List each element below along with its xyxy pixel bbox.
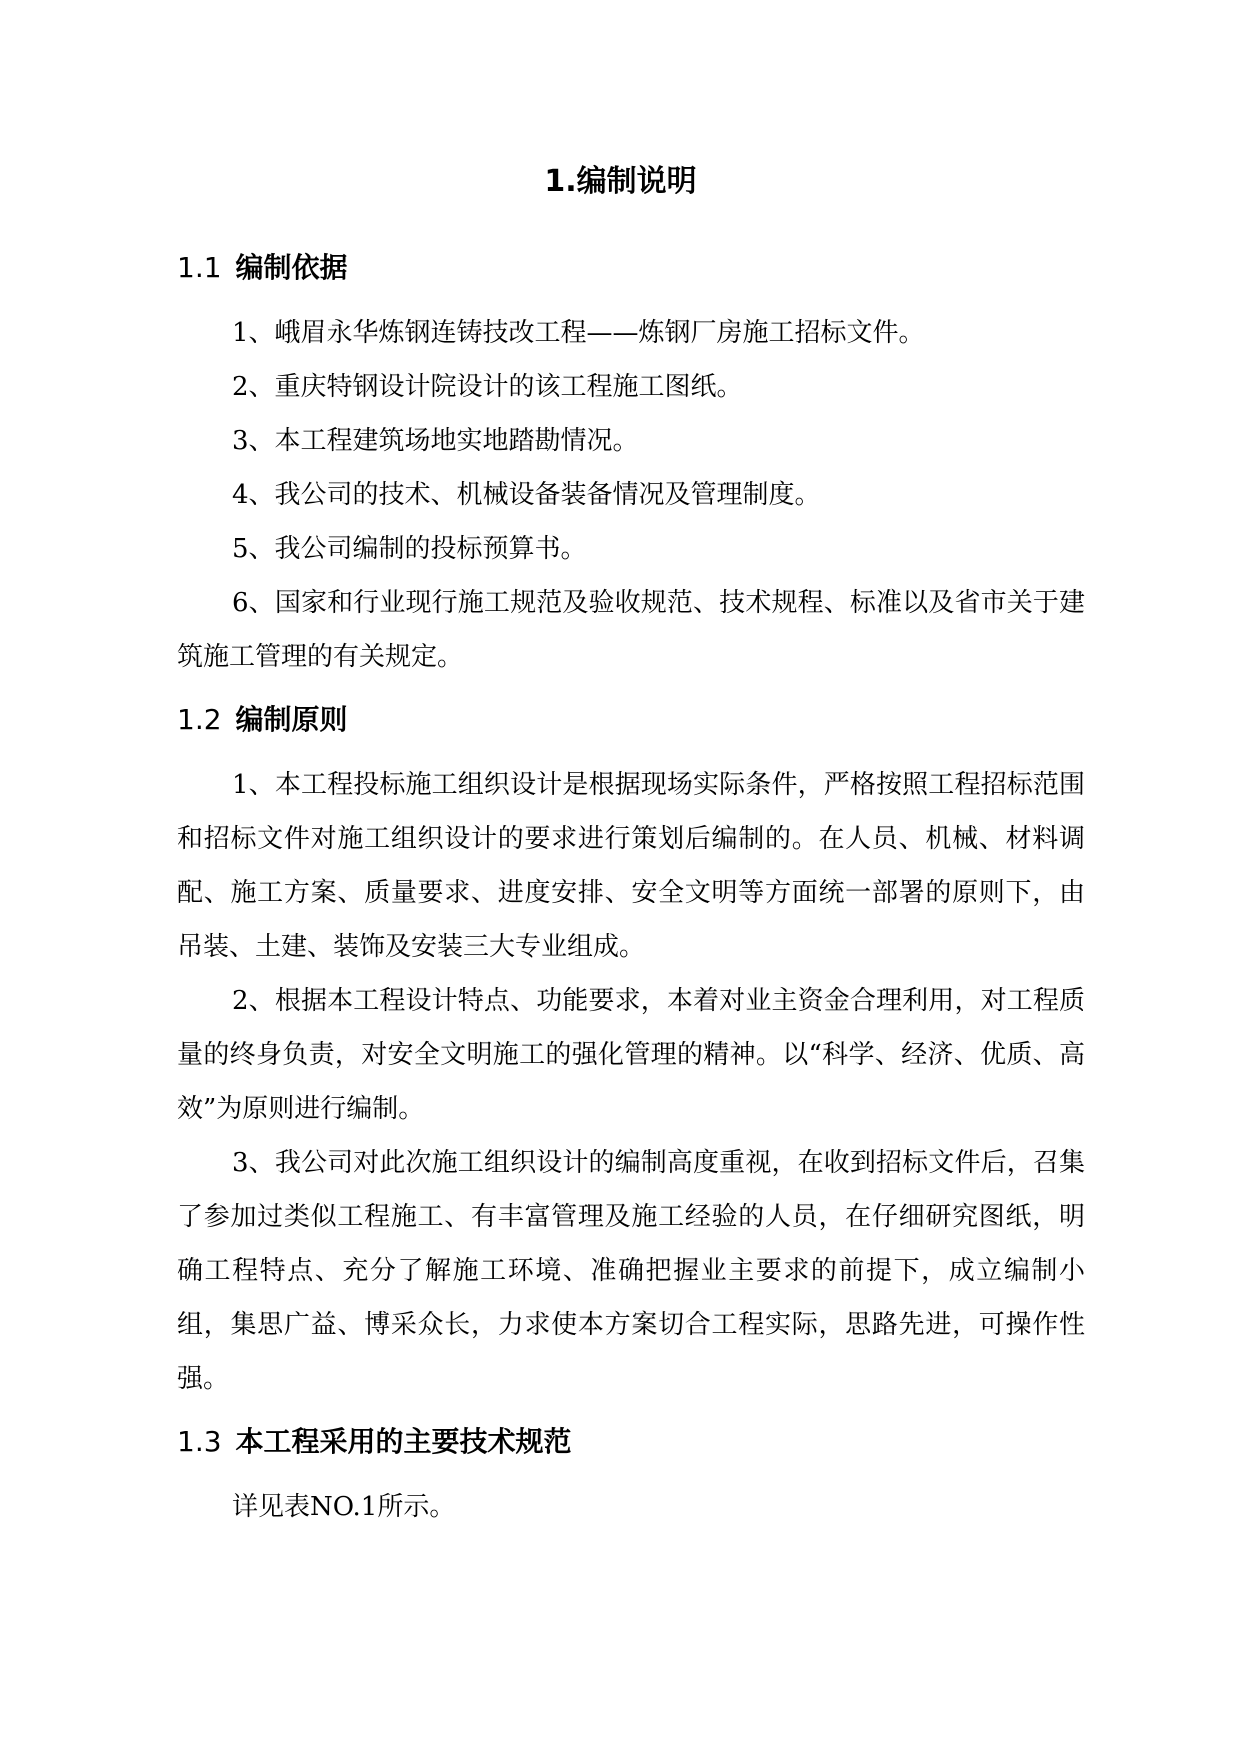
paragraph: 2、根据本工程设计特点、功能要求，本着对业主资金合理利用，对工程质量的终身负责，对安全文明施工的强化管理的精神。以“科学、经济、优质、高效”为原则进行编制。 (177, 986, 1085, 1124)
paragraph: 6、国家和行业现行施工规范及验收规范、技术规程、标准以及省市关于建筑施工管理的有关规定。 (177, 588, 1085, 672)
section-number: 1.3 (177, 1425, 222, 1458)
paragraph: 详见表NO.1所示。 (232, 1492, 456, 1522)
section-title: 编制原则 (235, 703, 348, 736)
page-title: 1.编制说明 (544, 164, 697, 199)
section-number: 1.2 (177, 703, 222, 736)
paragraph: 3、本工程建筑场地实地踏勘情况。 (232, 426, 639, 456)
paragraph: 1、峨眉永华炼钢连铸技改工程——炼钢厂房施工招标文件。 (232, 318, 925, 348)
section-heading-1-3 (177, 1422, 572, 1462)
paragraph: 2、重庆特钢设计院设计的该工程施工图纸。 (232, 372, 743, 402)
section-title: 编制依据 (235, 251, 348, 284)
section-heading-1-1 (177, 248, 348, 288)
paragraph: 1、本工程投标施工组织设计是根据现场实际条件，严格按照工程招标范围和招标文件对施工组织设计的要求进行策划后编制的。在人员、机械、材料调配、施工方案、质量要求、进度安排、安全文明等方面统一部署的原则下，由吊装、土建、装饰及安装三大专业组成。 (177, 770, 1085, 962)
paragraph: 5、我公司编制的投标预算书。 (232, 534, 587, 564)
section-number: 1.1 (177, 251, 222, 284)
section-heading-1-2 (177, 700, 348, 740)
paragraph: 4、我公司的技术、机械设备装备情况及管理制度。 (232, 480, 821, 510)
paragraph: 3、我公司对此次施工组织设计的编制高度重视，在收到招标文件后，召集了参加过类似工程施工、有丰富管理及施工经验的人员，在仔细研究图纸，明确工程特点、充分了解施工环境、准确把握业主要求的前提下，成立编制小组，集思广益、博采众长，力求使本方案切合工程实际，思路先进，可操作性强。 (177, 1148, 1085, 1394)
section-title: 本工程采用的主要技术规范 (235, 1425, 572, 1458)
